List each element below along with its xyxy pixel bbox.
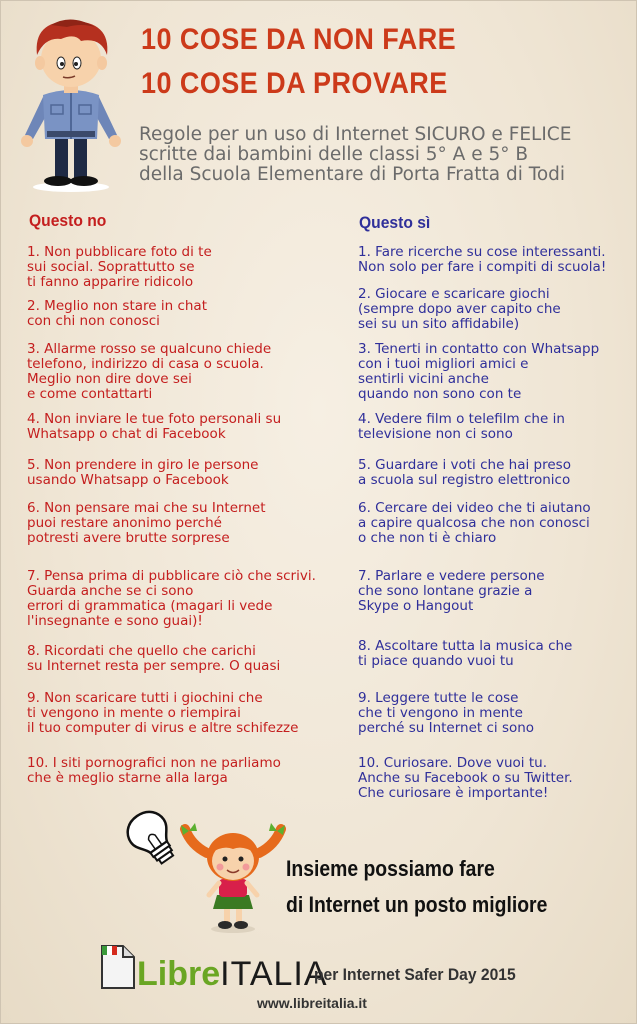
- no-item-3: 3. Allarme rosso se qualcuno chiede telefono, indirizzo di casa o scuola. Meglio non dire dove sei e come contattarti: [27, 341, 272, 402]
- si-item-5: 5. Guardare i voti che hai preso a scuola sul registro elettronico: [358, 457, 571, 488]
- si-item-10: 10. Curiosare. Dove vuoi tu. Anche su Facebook o su Twitter. Che curiosare è importante!: [358, 755, 573, 801]
- si-item-8: 8. Ascoltare tutta la musica che ti piace quando vuoi tu: [358, 638, 573, 669]
- no-item-2: 2. Meglio non stare in chat con chi non conosci: [27, 298, 208, 329]
- subtitle-line-2: scritte dai bambini delle classi 5° A e 5° B: [139, 144, 529, 165]
- title-line-1: 10 COSE DA NON FARE: [141, 23, 457, 56]
- boy-cartoon-icon: [11, 15, 131, 193]
- subtitle: [139, 125, 619, 185]
- event-label: per Internet Safer Day 2015: [314, 965, 516, 984]
- no-item-5: 5. Non prendere in giro le persone usando Whatsapp o Facebook: [27, 457, 259, 488]
- si-item-6: 6. Cercare dei video che ti aiutano a capire qualcosa che non conosci o che non ti è chiaro: [358, 500, 591, 546]
- si-item-9: 9. Leggere tutte le cose che ti vengono in mente perché su Internet ci sono: [358, 690, 535, 736]
- title-line-2: 10 COSE DA PROVARE: [141, 67, 448, 100]
- questo-si-heading: Questo sì: [359, 213, 431, 232]
- website-link[interactable]: www.libreitalia.it: [257, 995, 367, 1011]
- no-item-6: 6. Non pensare mai che su Internet puoi restare anonimo perché potresti avere brutte sorprese: [27, 500, 266, 546]
- questo-no-heading: Questo no: [29, 211, 107, 230]
- logo-italia: ITALIA: [220, 955, 328, 993]
- subtitle-line-1: Regole per un uso di Internet SICURO e FELICE: [139, 124, 572, 145]
- no-item-9: 9. Non scaricare tutti i giochini che ti vengono in mente o riempirai il tuo computer di virus e altre schifezze: [27, 690, 299, 736]
- light-bulb-icon: [125, 807, 181, 871]
- no-item-1: 1. Non pubblicare foto di te sui social. Soprattutto se ti fanno apparire ridicolo: [27, 244, 212, 290]
- si-item-7: 7. Parlare e vedere persone che sono lontane grazie a Skype o Hangout: [358, 568, 545, 614]
- slogan-line-1: Insieme possiamo fare: [286, 856, 495, 881]
- si-item-2: 2. Giocare e scaricare giochi (sempre dopo aver capito che sei su un sito affidabile): [358, 286, 561, 332]
- subtitle-line-3: della Scuola Elementare di Porta Fratta di Todi: [139, 164, 566, 185]
- slogan-line-2: di Internet un posto migliore: [286, 892, 548, 917]
- no-item-10: 10. I siti pornografici non ne parliamo che è meglio starne alla larga: [27, 755, 281, 786]
- logo-libre: Libre: [137, 955, 221, 993]
- libreitalia-logo: [137, 955, 328, 994]
- girl-cartoon-icon: [177, 817, 289, 935]
- no-item-4: 4. Non inviare le tue foto personali su Whatsapp o chat di Facebook: [27, 411, 282, 442]
- si-item-3: 3. Tenerti in contatto con Whatsapp con i tuoi migliori amici e sentirli vicini anche quando non sono con te: [358, 341, 600, 402]
- si-item-4: 4. Vedere film o telefilm che in televisione non ci sono: [358, 411, 565, 442]
- si-item-1: 1. Fare ricerche su cose interessanti. Non solo per fare i compiti di scuola!: [358, 244, 607, 275]
- document-logo-icon: [99, 943, 137, 991]
- no-item-7: 7. Pensa prima di pubblicare ciò che scrivi. Guarda anche se ci sono errori di grammatica (magari li vede l'insegnante e sono guai)!: [27, 568, 316, 629]
- no-item-8: 8. Ricordati che quello che carichi su Internet resta per sempre. O quasi: [27, 643, 281, 674]
